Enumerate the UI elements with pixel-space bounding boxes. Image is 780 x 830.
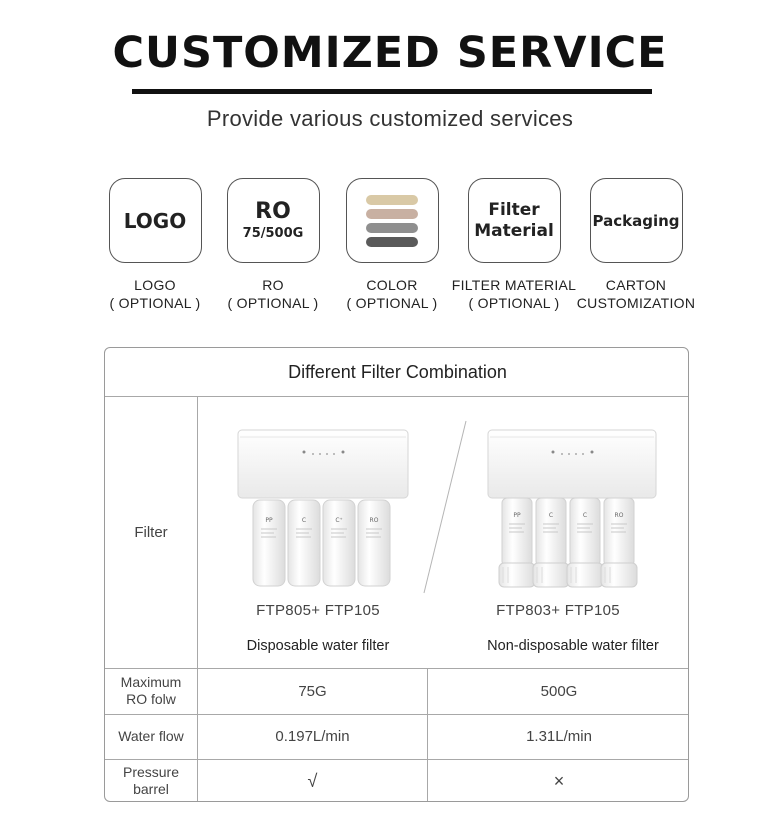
water-flow-label xyxy=(105,714,197,759)
product-description-disposable: Disposable water filter xyxy=(246,638,390,654)
cartridge-label: RO xyxy=(369,517,379,524)
color-swatch xyxy=(366,223,418,233)
page-title: CUSTOMIZED SERVICE xyxy=(112,28,668,78)
ro-box-capacity: 75/500G xyxy=(242,225,304,241)
row-label-line: barrel xyxy=(133,781,169,797)
pressure-barrel-cross-icon: × xyxy=(553,770,565,791)
water-flow-non-disposable: 1.31L/min xyxy=(526,728,592,745)
color-option-box xyxy=(346,178,439,263)
row-label-line: RO folw xyxy=(126,691,176,707)
color-swatch xyxy=(366,209,418,219)
pressure-barrel-label xyxy=(105,759,197,802)
product-model-non-disposable: FTP803+ FTP105 xyxy=(496,602,620,619)
product-separator xyxy=(424,421,466,593)
non-disposable-filter-unit xyxy=(488,430,656,587)
option-color xyxy=(326,178,458,312)
pressure-barrel-check-icon: √ xyxy=(307,770,318,791)
filter-material-box-line2: Material xyxy=(474,220,554,241)
color-swatch xyxy=(366,195,418,205)
filter-combination-table xyxy=(104,347,689,802)
cartridge-label: PP xyxy=(265,517,273,524)
row-label-line: Pressure xyxy=(122,764,180,780)
option-filter-material xyxy=(448,178,580,312)
option-caption-note: CUSTOMIZATION xyxy=(576,295,696,311)
row-label-line: Water flow xyxy=(118,728,184,744)
packaging-box-text: Packaging xyxy=(592,211,680,230)
logo-box-text: LOGO xyxy=(123,208,187,233)
option-caption: COLOR xyxy=(366,277,418,293)
cartridge-label: C⁺ xyxy=(335,517,343,524)
packaging-option-box xyxy=(590,178,683,263)
filter-products-illustration xyxy=(198,397,688,667)
logo-option-box xyxy=(109,178,202,263)
option-ro xyxy=(207,178,339,312)
filter-material-option-box xyxy=(468,178,561,263)
title-underline xyxy=(132,89,652,94)
option-caption-note: ( OPTIONAL ) xyxy=(109,295,201,311)
option-logo xyxy=(89,178,221,312)
ro-option-box xyxy=(227,178,320,263)
option-packaging xyxy=(570,178,702,312)
option-caption: RO xyxy=(262,277,284,293)
option-caption-note: ( OPTIONAL ) xyxy=(468,295,560,311)
max-ro-flow-non-disposable: 500G xyxy=(540,682,578,700)
cartridge-label: C xyxy=(301,517,307,524)
cartridge-label: C xyxy=(548,512,554,519)
row-label-line: Maximum xyxy=(120,674,182,690)
page-subtitle: Provide various customized services xyxy=(206,106,574,131)
color-swatch xyxy=(366,237,418,247)
water-flow-disposable: 0.197L/min xyxy=(275,728,350,745)
filter-material-box-line1: Filter xyxy=(488,199,540,220)
max-ro-flow-label xyxy=(105,668,197,714)
table-heading: Different Filter Combination xyxy=(288,361,507,382)
filter-row-label: Filter xyxy=(134,523,168,541)
option-caption: CARTON xyxy=(605,277,667,293)
cartridge-label: RO xyxy=(614,512,624,519)
ro-box-title: RO xyxy=(255,198,291,224)
product-description-non-disposable: Non-disposable water filter xyxy=(487,638,659,654)
product-model-disposable: FTP805+ FTP105 xyxy=(256,602,380,619)
option-caption: FILTER MATERIAL xyxy=(451,277,577,293)
option-caption: LOGO xyxy=(134,277,176,293)
option-caption-note: ( OPTIONAL ) xyxy=(227,295,319,311)
cartridge-label: C xyxy=(582,512,588,519)
max-ro-flow-disposable: 75G xyxy=(298,682,327,700)
cartridge-label: PP xyxy=(513,512,521,519)
option-caption-note: ( OPTIONAL ) xyxy=(346,295,438,311)
disposable-filter-unit xyxy=(238,430,408,586)
